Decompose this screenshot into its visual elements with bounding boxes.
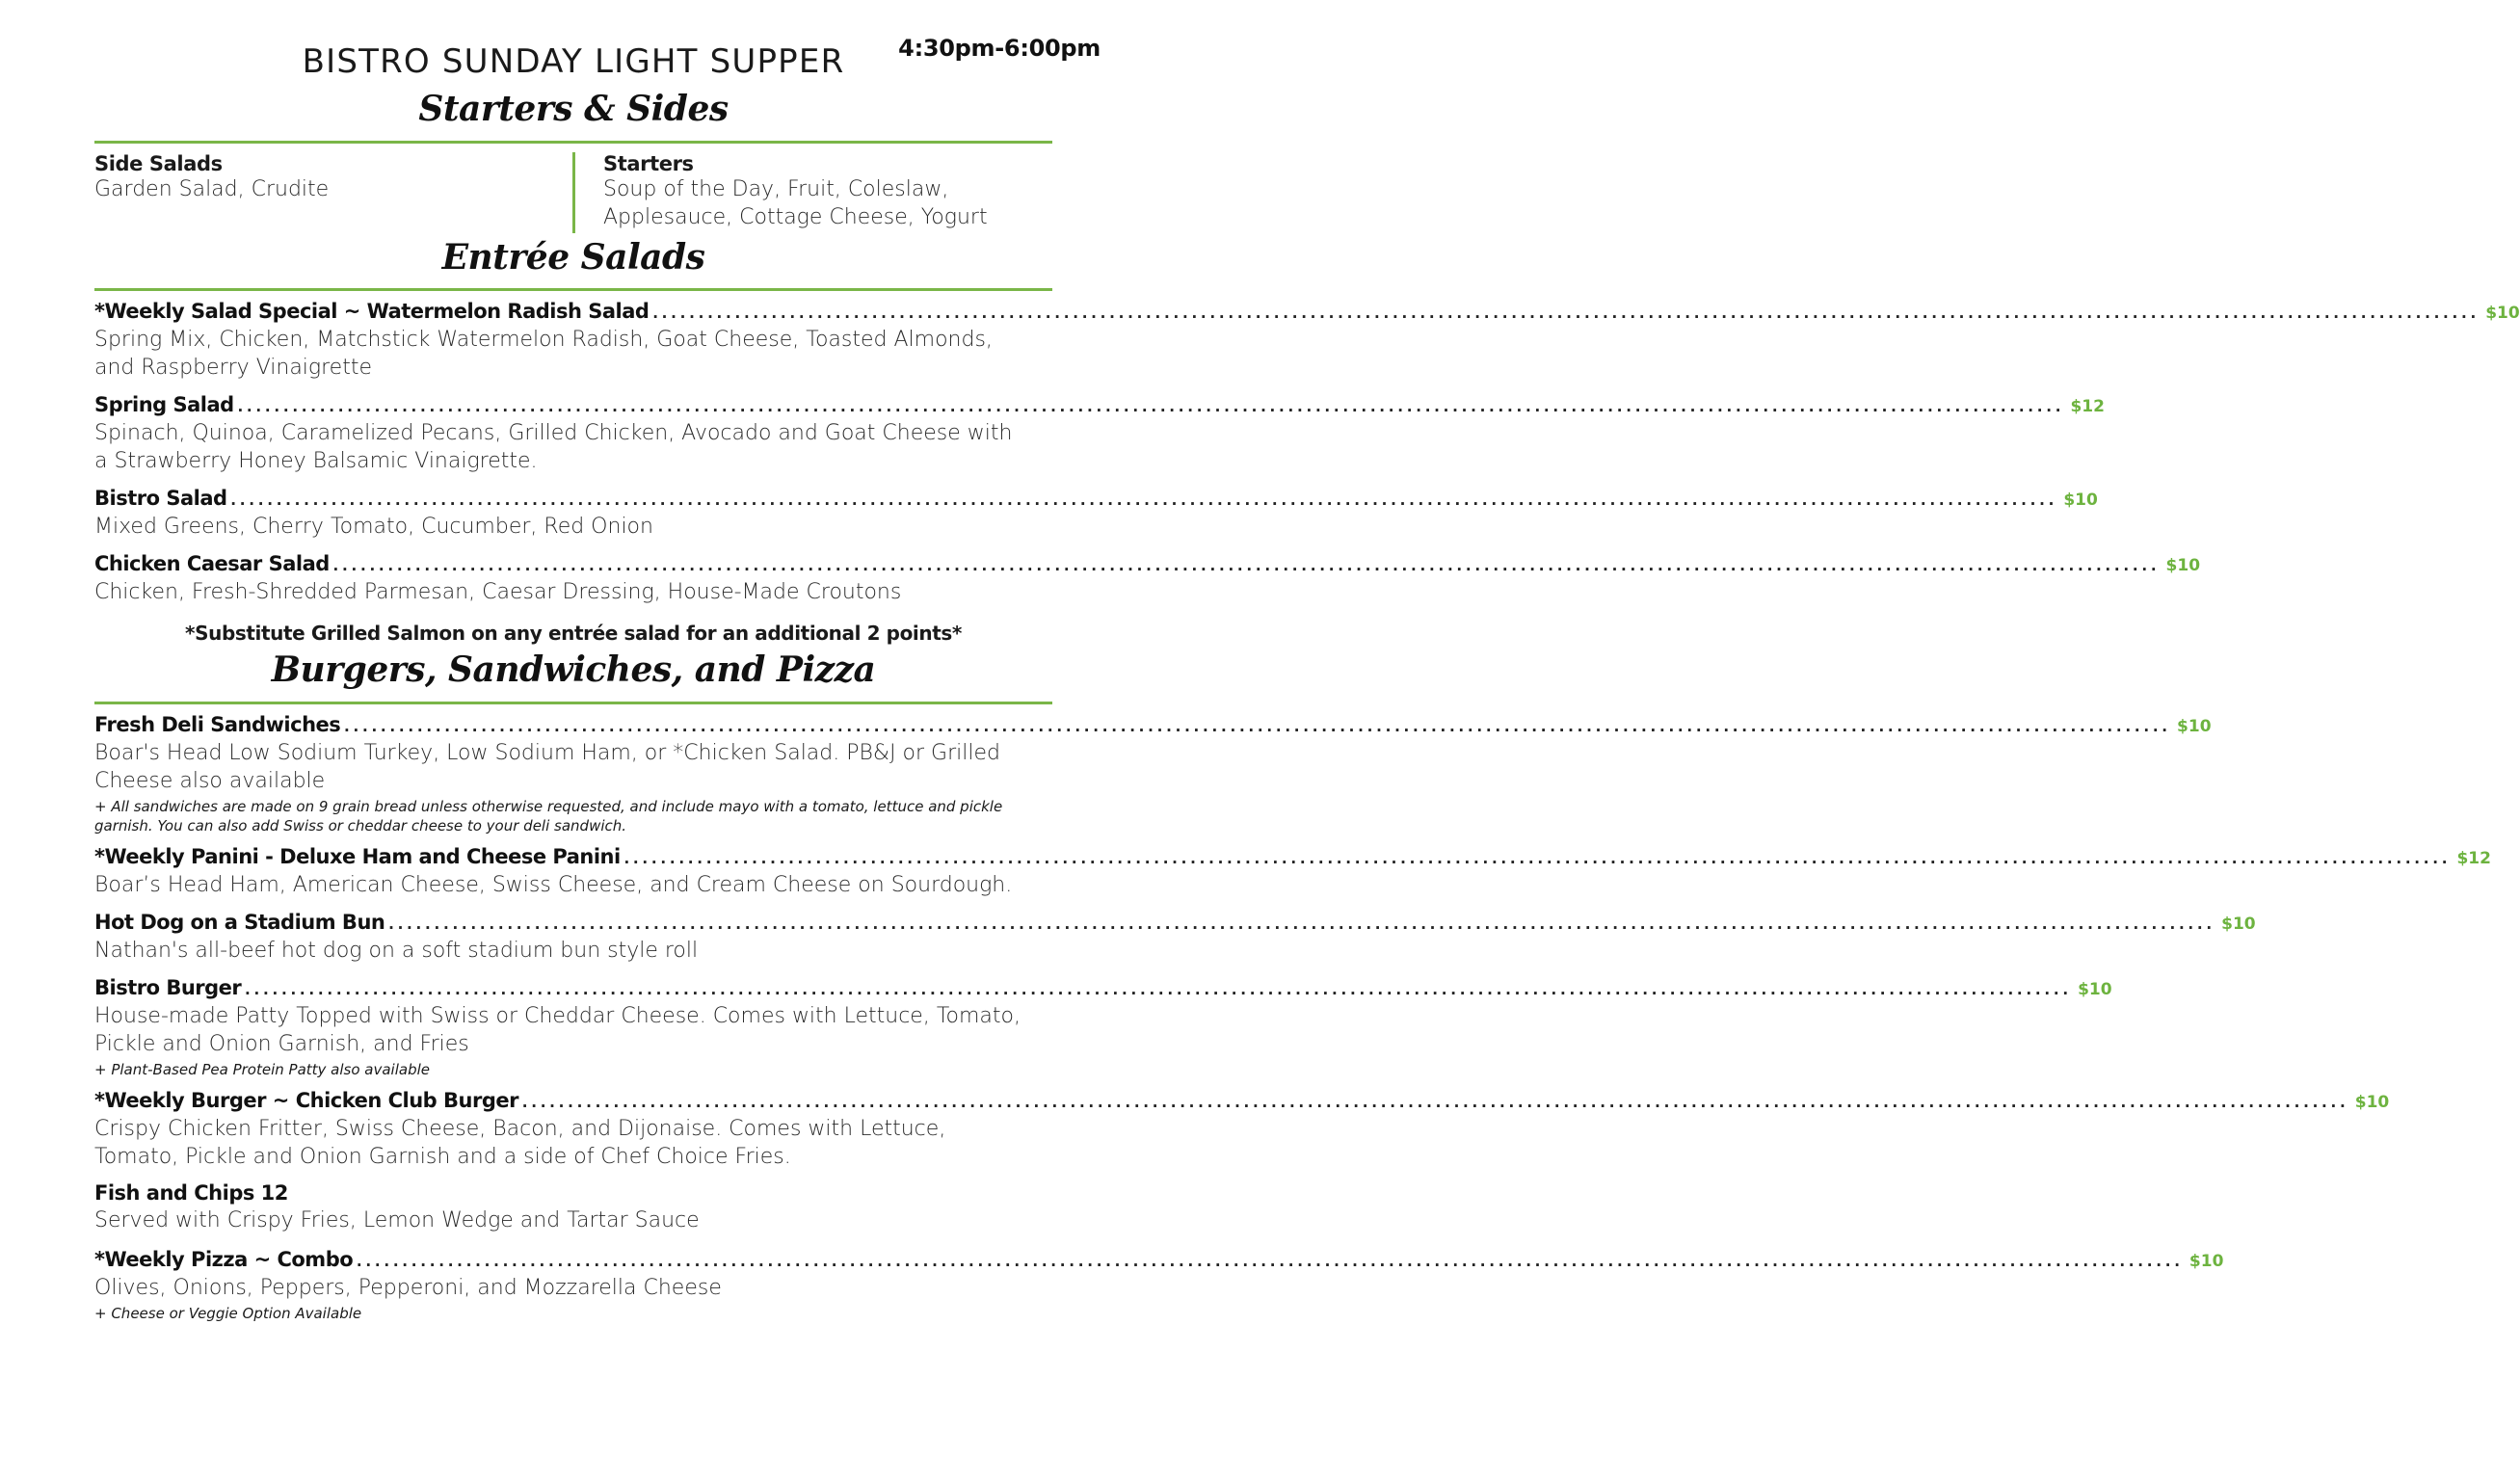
dot-leader: ........................................................................................................................................................................................................ bbox=[344, 716, 2172, 736]
dot-leader: ........................................................................................................................................................................................................ bbox=[521, 1092, 2349, 1112]
service-hours: 4:30pm-6:00pm bbox=[898, 35, 1101, 62]
starters-title: Starters bbox=[603, 152, 694, 175]
item-price: $10 bbox=[2221, 914, 2256, 934]
item-description: Boar’s Head Ham, American Cheese, Swiss Cheese, and Cream Cheese on Sourdough. bbox=[94, 873, 1013, 897]
item-note: + All sandwiches are made on 9 grain bread unless otherwise requested, and include mayo with a tomato, lettuce and pickle garnish. You can also add Swiss or cheddar cheese to your deli sandwich. bbox=[94, 798, 1003, 835]
menu-item bbox=[94, 1089, 2390, 1171]
item-description: Nathan's all-beef hot dog on a soft stadium bun style roll bbox=[94, 939, 699, 963]
starters-items-line-1: Soup of the Day, Fruit, Coleslaw, bbox=[603, 177, 949, 201]
item-name: Bistro Burger bbox=[94, 976, 242, 999]
item-price: $12 bbox=[2070, 397, 2105, 416]
item-name: Chicken Caesar Salad bbox=[94, 552, 330, 575]
dot-leader: ........................................................................................................................................................................................................ bbox=[652, 303, 2480, 323]
dot-leader: ........................................................................................................................................................................................................ bbox=[357, 1251, 2184, 1271]
section-heading-starters-sides: Starters & Sides bbox=[418, 89, 729, 129]
dot-leader: ........................................................................................................................................................................................................ bbox=[623, 848, 2452, 868]
item-name: Hot Dog on a Stadium Bun bbox=[94, 911, 385, 934]
item-description: Boar's Head Low Sodium Turkey, Low Sodium Ham, or *Chicken Salad. PB&J or Grilled Cheese also available bbox=[94, 741, 1000, 793]
item-name: Spring Salad bbox=[94, 393, 234, 416]
item-price: $10 bbox=[2063, 490, 2098, 510]
menu-item bbox=[94, 393, 2105, 475]
item-name: *Weekly Pizza ~ Combo bbox=[94, 1248, 354, 1271]
item-description: Spinach, Quinoa, Caramelized Pecans, Grilled Chicken, Avocado and Goat Cheese with a Strawberry Honey Balsamic Vinaigrette. bbox=[94, 421, 1013, 473]
menu-item bbox=[94, 845, 2491, 899]
item-description: Served with Crispy Fries, Lemon Wedge and Tartar Sauce bbox=[94, 1208, 700, 1232]
dot-leader: ........................................................................................................................................................................................................ bbox=[230, 490, 2058, 510]
item-description: Chicken, Fresh-Shredded Parmesan, Caesar Dressing, House-Made Croutons bbox=[94, 580, 902, 604]
side-salads-block bbox=[94, 152, 329, 203]
column-divider bbox=[572, 152, 575, 233]
dot-leader: ........................................................................................................................................................................................................ bbox=[245, 979, 2073, 999]
item-price: $10 bbox=[2177, 717, 2212, 736]
item-name: *Weekly Panini - Deluxe Ham and Cheese Panini bbox=[94, 845, 621, 868]
menu-item bbox=[94, 552, 2201, 606]
item-name: *Weekly Burger ~ Chicken Club Burger bbox=[94, 1089, 518, 1112]
item-price: $10 bbox=[2165, 556, 2201, 575]
item-note: + Plant-Based Pea Protein Patty also available bbox=[94, 1061, 431, 1078]
item-price: $10 bbox=[2354, 1093, 2390, 1112]
menu-item bbox=[94, 911, 2256, 965]
item-description: Olives, Onions, Peppers, Pepperoni, and Mozzarella Cheese bbox=[94, 1276, 722, 1300]
section-heading-burgers-sandwiches-pizza: Burgers, Sandwiches, and Pizza bbox=[271, 649, 876, 690]
side-salads-items: Garden Salad, Crudite bbox=[94, 177, 330, 201]
item-description: Crispy Chicken Fritter, Swiss Cheese, Bacon, and Dijonaise. Comes with Lettuce, Tomato, Pickle and Onion Garnish and a side of Chef Choice Fries. bbox=[94, 1117, 946, 1169]
item-description: Spring Mix, Chicken, Matchstick Watermelon Radish, Goat Cheese, Toasted Almonds, and Raspberry Vinaigrette bbox=[94, 328, 993, 380]
item-price: $10 bbox=[2188, 1252, 2224, 1271]
item-note: + Cheese or Veggie Option Available bbox=[94, 1305, 362, 1322]
item-price: $10 bbox=[2078, 980, 2112, 999]
menu-item bbox=[94, 1181, 1052, 1234]
section-divider bbox=[94, 702, 1052, 704]
menu-item bbox=[94, 300, 2520, 382]
salmon-substitute-note: *Substitute Grilled Salmon on any entrée salad for an additional 2 points* bbox=[185, 622, 962, 645]
menu-item bbox=[94, 713, 2212, 835]
dot-leader: ........................................................................................................................................................................................................ bbox=[388, 914, 2216, 934]
menu-item bbox=[94, 487, 2098, 541]
item-name: *Weekly Salad Special ~ Watermelon Radish Salad bbox=[94, 300, 650, 323]
menu-title: BISTRO SUNDAY LIGHT SUPPER bbox=[302, 42, 845, 81]
section-divider bbox=[94, 288, 1052, 291]
section-heading-entree-salads: Entrée Salads bbox=[441, 237, 705, 278]
section-divider bbox=[94, 141, 1052, 144]
item-price: $12 bbox=[2456, 849, 2491, 868]
side-salads-title: Side Salads bbox=[94, 152, 223, 175]
menu-item bbox=[94, 976, 2112, 1079]
item-description: House-made Patty Topped with Swiss or Cheddar Cheese. Comes with Lettuce, Tomato, Pickle and Onion Garnish, and Fries bbox=[94, 1004, 1021, 1056]
item-name: Bistro Salad bbox=[94, 487, 227, 510]
starters-block bbox=[603, 152, 988, 231]
starters-items-line-2: Applesauce, Cottage Cheese, Yogurt bbox=[603, 205, 988, 229]
item-price: $10 bbox=[2485, 304, 2520, 323]
dot-leader: ........................................................................................................................................................................................................ bbox=[332, 555, 2161, 575]
item-description: Mixed Greens, Cherry Tomato, Cucumber, Red Onion bbox=[94, 515, 653, 539]
item-name: Fish and Chips 12 bbox=[94, 1181, 288, 1205]
dot-leader: ........................................................................................................................................................................................................ bbox=[237, 396, 2065, 416]
menu-item bbox=[94, 1248, 2224, 1323]
item-name: Fresh Deli Sandwiches bbox=[94, 713, 341, 736]
